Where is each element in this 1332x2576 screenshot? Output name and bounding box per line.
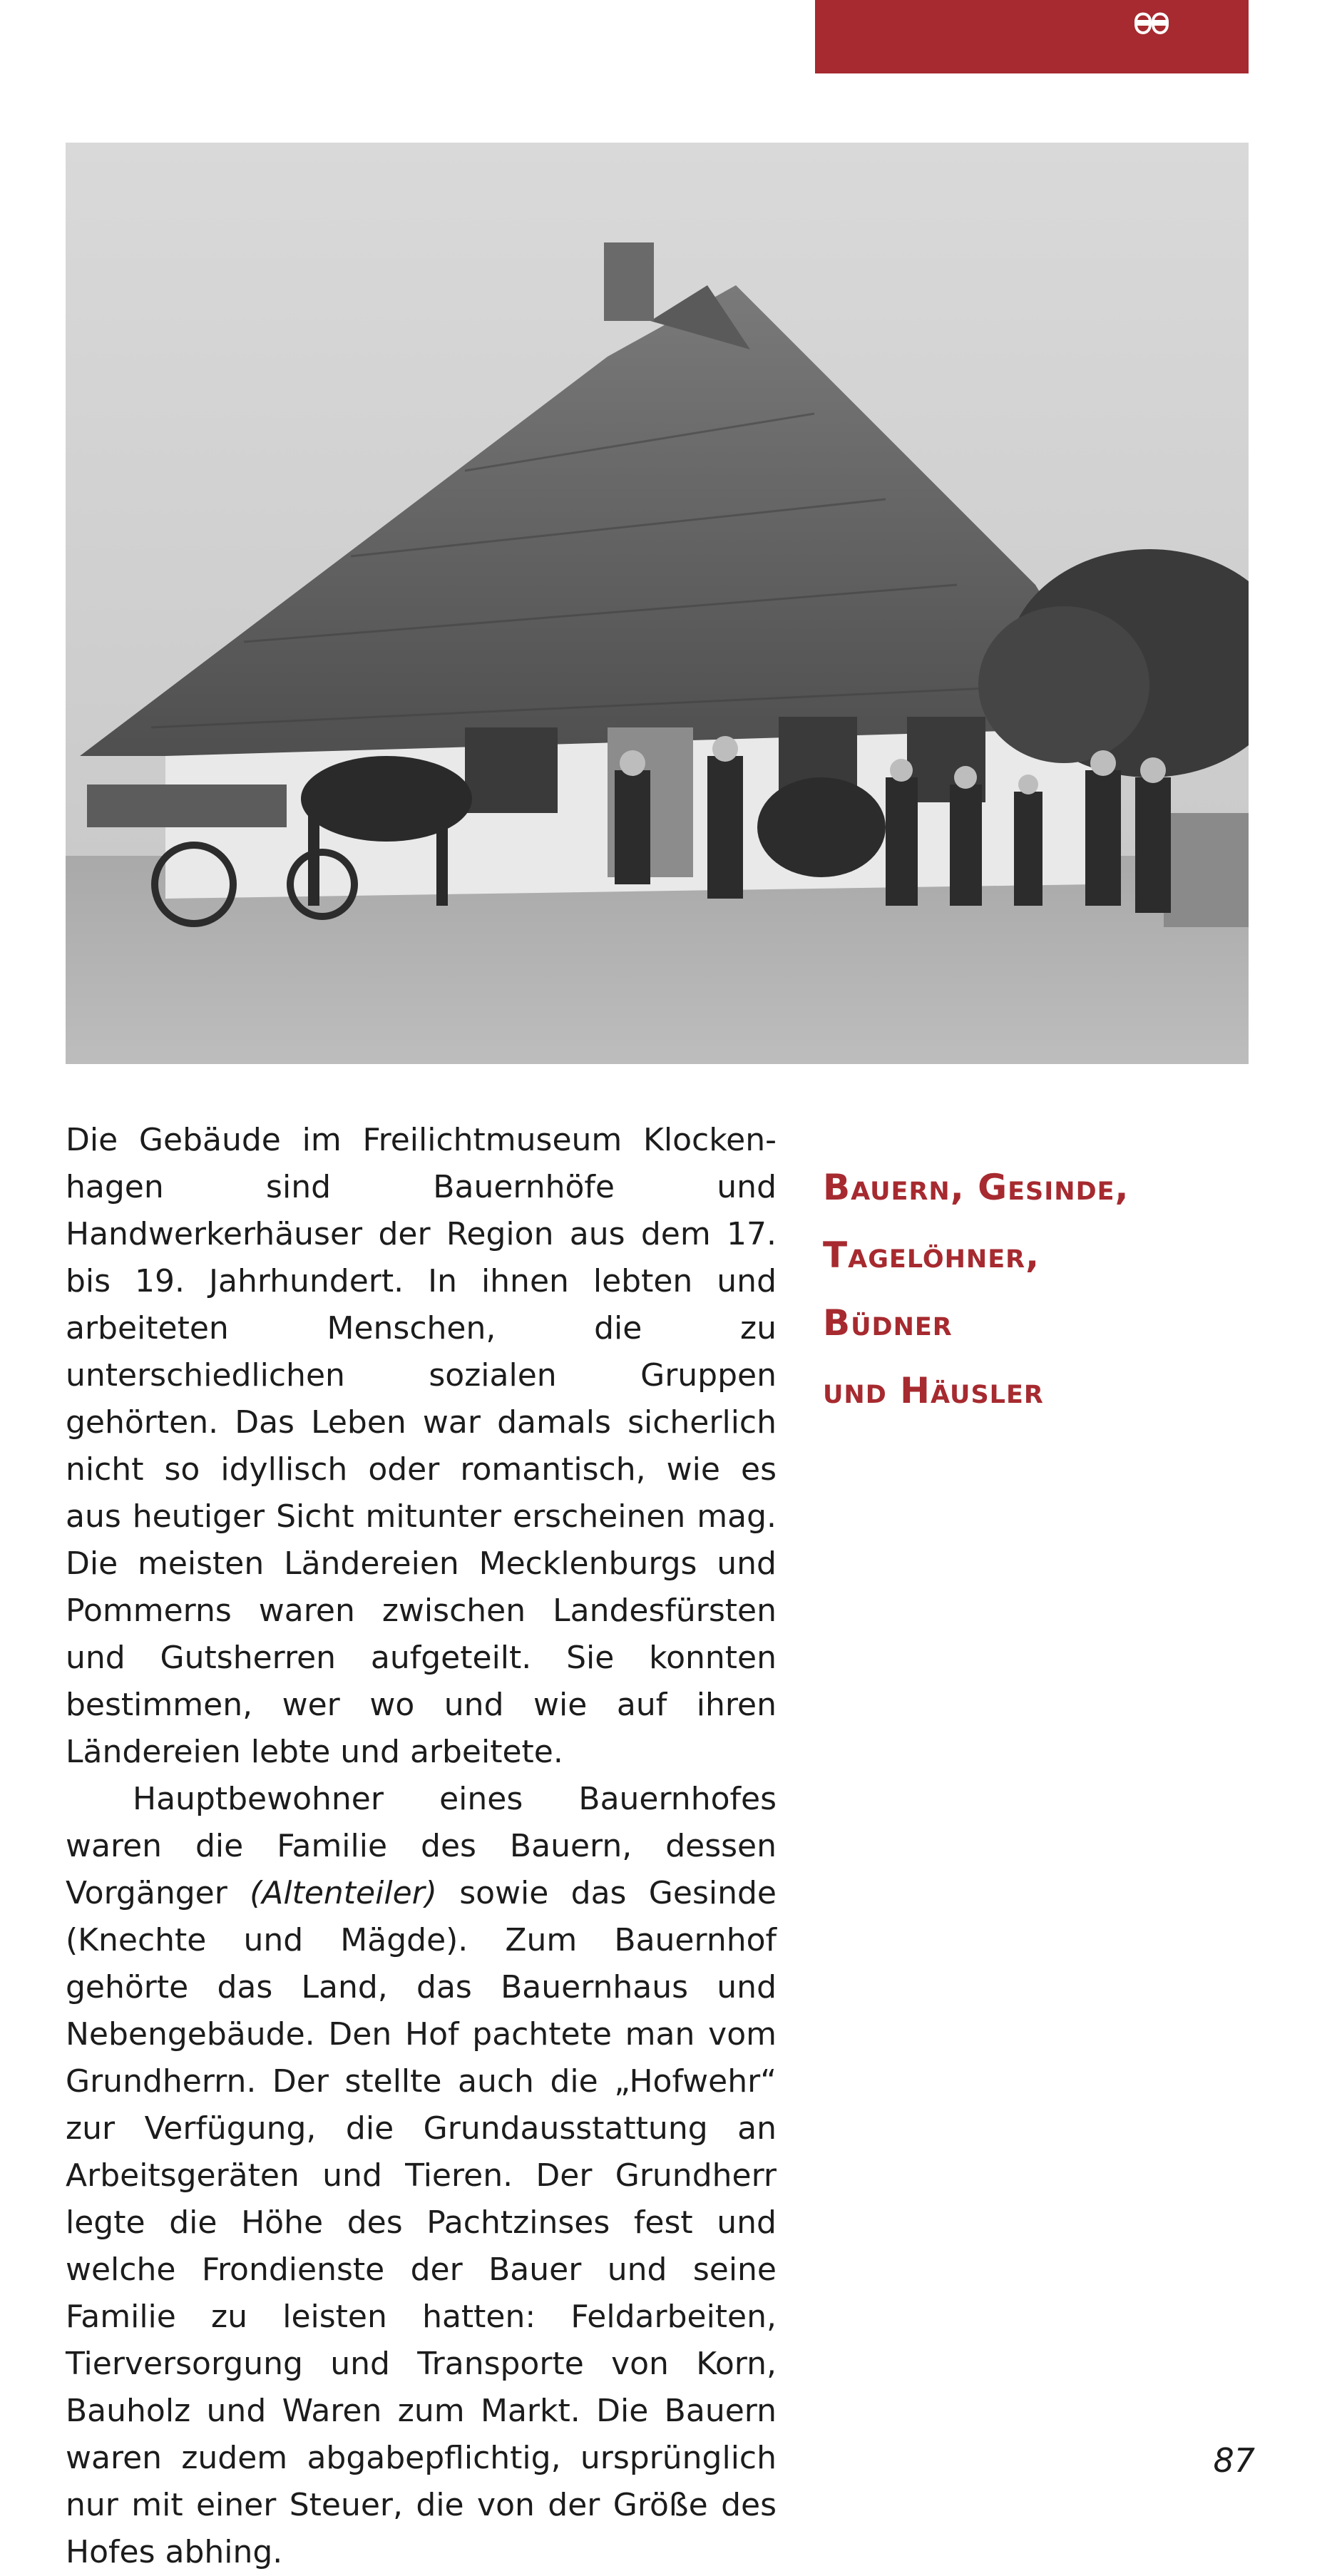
heading-line-4: und Häusler: [823, 1370, 1044, 1411]
paragraph-2-rest: sowie das Gesinde (Knechte und Mägde). Zum Bauernhof gehörte das Land, das Bauernhaus und Nebengebäude. Den Hof pachtete man vom Grundherrn. Der stellte auch die „Hofwehr“ zur Verfügung, die Grundausstattung an Arbeitsgeräten und Tieren. Der Grundherr legte die Höhe des Pachtzinses fest und welche Frondienste der Bauer und seine Familie zu leisten hatten: Feldarbeiten, Tierversorgung und Transporte von Korn, Bauholz und Waren zum Markt. Die Bauern waren zudem abgabepflichtig, ursprünglich nur mit einer Steuer, die von der Größe des Hofes abhing.: [66, 1875, 777, 2570]
header-color-band: [815, 0, 1249, 73]
historic-farmhouse-photo: [66, 143, 1249, 1064]
page-number: 87: [1213, 2441, 1255, 2480]
heading-line-3: Büdner: [823, 1302, 953, 1344]
paragraph-1: Die Gebäude im Freilichtmuseum Klockenhagen sind Bauernhöfe und Handwerkerhäuser der Region aus dem 17. bis 19. Jahrhundert. In ihnen lebten und arbeiteten Menschen, die zu unterschiedlichen sozialen Gruppen gehörten. Das Leben war damals sicherlich nicht so idyllisch oder romantisch, wie es aus heutiger Sicht mitunter erscheinen mag. Die meisten Ländereien Mecklenburgs und Pommerns waren zwischen Landesfürsten und Gutsherren aufgeteilt. Sie konnten bestimmen, wer wo und wie auf ihren Ländereien lebte und arbeitete.: [66, 1122, 777, 1770]
section-heading: [823, 1154, 1279, 1425]
body-text: [66, 1117, 777, 2576]
paragraph-2-start: Hauptbewohner eines Bauernhofes waren die Familie des Bauern, dessen Vorgänger: [66, 1781, 777, 1911]
flower-quatrefoil-icon: [1129, 0, 1174, 46]
paragraph-2: [66, 1776, 777, 2576]
farmhouse-photo-illustration: [66, 143, 1249, 1064]
heading-line-1: Bauern, Gesinde,: [823, 1167, 1129, 1208]
paragraph-2-italic: (Altenteiler): [250, 1875, 437, 1911]
heading-line-2: Tagelöhner,: [823, 1235, 1040, 1276]
